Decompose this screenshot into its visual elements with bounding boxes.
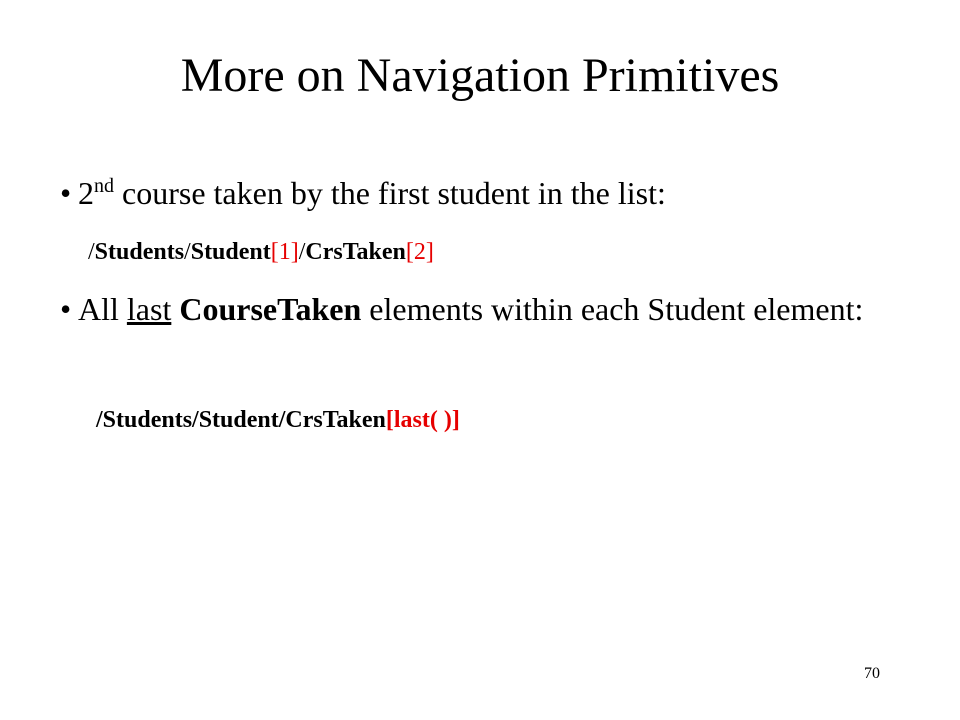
path-index-2: [2]: [405, 239, 434, 265]
path-slash: /: [184, 239, 191, 265]
xpath-expression-1: [88, 238, 434, 266]
slide-title: More on Navigation Primitives: [180, 49, 780, 102]
path-main: /Students/Student/CrsTaken: [96, 407, 386, 433]
page-number: 70: [864, 665, 880, 682]
bullet-dot: •: [60, 291, 72, 327]
path-predicate: [last( )]: [385, 407, 460, 433]
bullet-item-2: [60, 290, 900, 328]
bullet-text-2: [78, 290, 900, 328]
ordinal-number: 2: [78, 175, 94, 211]
bullet-text-coursetaken: CourseTaken: [179, 291, 362, 327]
path-student: Student: [190, 239, 271, 265]
bullet-text-last: last: [126, 291, 172, 327]
path-slash: /: [298, 239, 306, 265]
bullet-text-all: All: [78, 291, 127, 327]
ordinal-suffix: nd: [94, 175, 114, 197]
path-index-1: [1]: [270, 239, 299, 265]
path-slash: /: [88, 239, 95, 265]
xpath-expression-2: [96, 406, 460, 434]
bullet-item-1: [60, 174, 900, 212]
bullet-text-rest: elements within each Student element:: [361, 291, 864, 327]
bullet-dot: •: [60, 175, 72, 211]
bullet-text-rest: course taken by the first student in the list:: [114, 175, 666, 211]
path-crstaken: CrsTaken: [305, 239, 406, 265]
bullet-text-1: [78, 174, 900, 212]
path-students: Students: [94, 239, 185, 265]
